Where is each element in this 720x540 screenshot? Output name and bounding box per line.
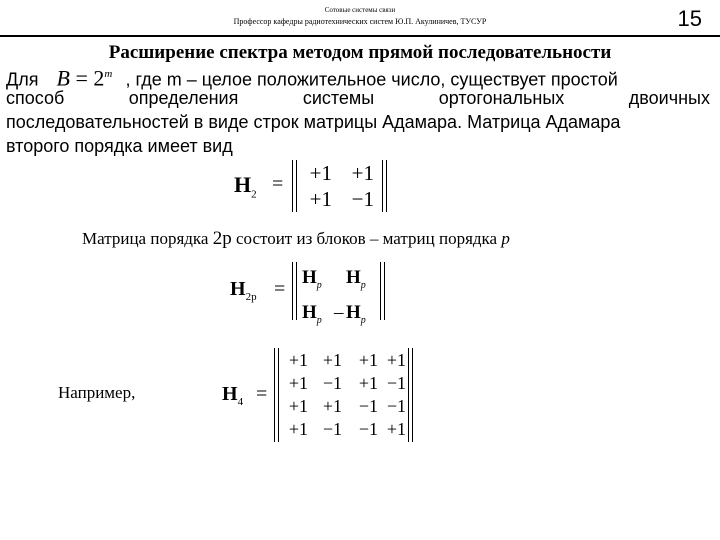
h4-cell: +1 <box>386 350 406 370</box>
h4-cell: +1 <box>288 419 308 439</box>
header-course-title: Сотовые системы связи <box>324 6 396 14</box>
h2p-row <box>302 264 376 299</box>
example-label: Например, <box>58 383 136 402</box>
h4-label: $H_4$ <box>222 383 244 408</box>
h4-row <box>280 418 406 441</box>
h2p-row <box>302 299 376 334</box>
h2-matrix <box>292 160 388 212</box>
h2p-label: $H_{2p}$ <box>230 278 257 303</box>
h2-cell: +1 <box>351 161 374 185</box>
intro-word-for: Для <box>6 69 39 90</box>
h4-cell: −1 <box>358 396 378 416</box>
intro-line2-word: способ <box>6 88 65 108</box>
formula-eq: = <box>75 65 88 91</box>
hadamard-h4-equation <box>222 348 418 442</box>
formula-base: 2 <box>93 65 105 91</box>
h4-row <box>280 349 406 372</box>
h2p-equals: = <box>274 278 286 300</box>
h4-cell: −1 <box>386 373 406 393</box>
h2p-block: $H_p$ <box>302 301 322 326</box>
formula-exponent: m <box>104 68 113 80</box>
intro-line-3: последовательностей в виде строк матрицы Адамара. Матрица Адамара <box>6 112 621 132</box>
h4-cell: +1 <box>288 350 308 370</box>
h2p-block: $H_p$ <box>302 267 322 291</box>
h2p-minus: – <box>334 301 344 323</box>
h4-cell: −1 <box>322 419 342 439</box>
hadamard-h2-equation <box>234 160 394 212</box>
intro-line-4: второго порядка имеет вид <box>6 136 233 156</box>
h4-cell: −1 <box>386 396 406 416</box>
h2p-block: $H_p$ <box>346 301 366 326</box>
h4-cell: +1 <box>288 373 308 393</box>
header-divider <box>0 35 720 37</box>
page-number: 15 <box>677 6 702 31</box>
h2-label: $H_2$ <box>234 172 257 201</box>
h2-row <box>302 186 374 212</box>
formula-lhs: B <box>56 65 70 91</box>
h4-cell: −1 <box>322 373 342 393</box>
intro-line2-word: системы <box>302 88 375 108</box>
h4-cell: +1 <box>322 396 342 416</box>
intro-text-after-formula: , где m – целое положительное число, существует простой <box>125 69 618 90</box>
h4-cell: −1 <box>358 419 378 439</box>
intro-line2-word: двоичных <box>628 88 710 108</box>
h4-cell: +1 <box>288 396 308 416</box>
intro-line2-word: ортогональных <box>438 88 565 108</box>
h4-cell: +1 <box>358 350 378 370</box>
h2-equals: = <box>272 173 284 195</box>
h4-equals: = <box>256 383 268 405</box>
hadamard-h2p-equation <box>230 262 400 326</box>
h2p-matrix <box>292 262 388 326</box>
h2-row <box>302 160 374 186</box>
block-sentence: Матрица порядка 2p состоит из блоков – матриц порядка p <box>82 228 510 249</box>
h2-cell: +1 <box>309 161 332 185</box>
h4-cell: +1 <box>358 373 378 393</box>
h2-cell: −1 <box>351 187 374 211</box>
h4-matrix <box>274 348 414 442</box>
header-author: Профессор кафедры радиотехнических систем Ю.П. Акулиничев, ТУСУР <box>233 17 487 26</box>
h2p-block: $H_p$ <box>346 267 366 291</box>
intro-line-2 <box>6 86 710 110</box>
slide-title: Расширение спектра методом прямой последовательности <box>108 42 612 63</box>
h4-cell: +1 <box>386 419 406 439</box>
h4-cell: +1 <box>322 350 342 370</box>
h4-row <box>280 372 406 395</box>
intro-line2-word: определения <box>128 88 239 108</box>
h2-cell: +1 <box>309 187 332 211</box>
h4-row <box>280 395 406 418</box>
